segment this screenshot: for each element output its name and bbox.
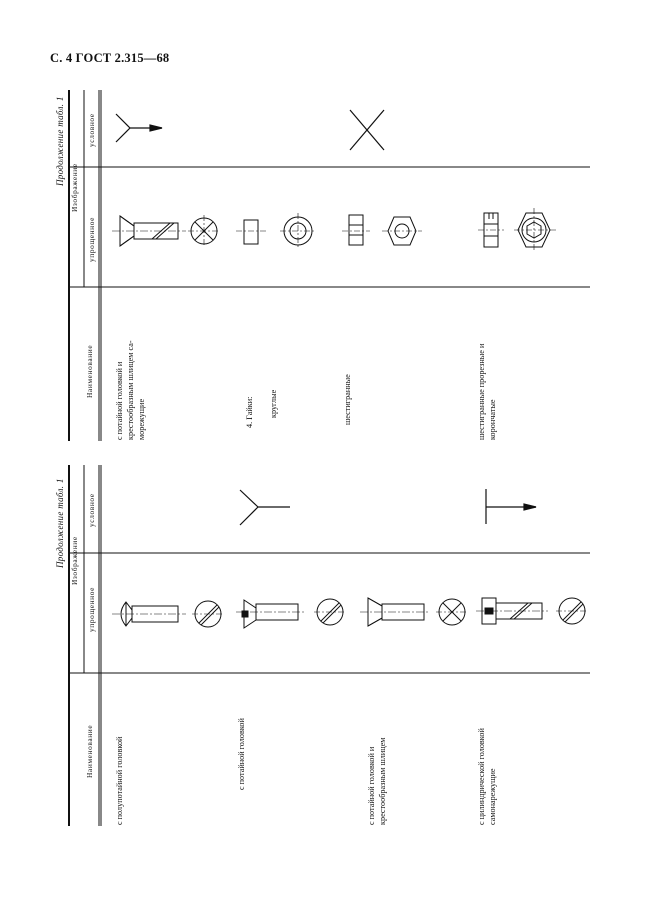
lower-table-caption: Продолжение табл. 1 xyxy=(55,478,65,568)
lower-header-name: Наименование xyxy=(85,724,94,778)
lower-header-image: Изображение xyxy=(70,536,79,585)
lower-row-4-line-1: с цилиндрической головкой xyxy=(477,728,486,825)
simplified-cross-slot-head-view-2 xyxy=(436,599,468,625)
lower-header-simplified: упрощенное xyxy=(87,587,96,632)
simplified-cross-slot-head-view xyxy=(188,215,220,247)
upper-header-image: Изображение xyxy=(70,163,79,212)
simplified-raised-countersunk-screw xyxy=(112,602,186,626)
simplified-slot-head-view-2 xyxy=(314,599,346,625)
simplified-countersunk-cross-screw-2 xyxy=(360,598,430,626)
simplified-hex-nut-top xyxy=(382,217,422,245)
lower-row-1-line-1: с полупотайной головкой xyxy=(115,736,124,825)
upper-row-1-line-2: крестообразным шлицем са- xyxy=(126,340,135,440)
simplified-hex-nut-side xyxy=(342,215,370,245)
upper-row-4-line-1: шестигранные прорезные и xyxy=(477,343,486,440)
simplified-slotted-nut-side xyxy=(478,213,504,247)
lower-header-conventional: условное xyxy=(87,493,96,527)
upper-table-caption: Продолжение табл. 1 xyxy=(55,96,65,186)
upper-row-2-line-1: 4. Гайки: xyxy=(245,396,254,428)
simplified-slot-head-view-1 xyxy=(192,601,224,627)
page-header: С. 4 ГОСТ 2.315—68 xyxy=(50,51,170,65)
simplified-castle-nut-top xyxy=(514,208,556,252)
lower-row-2-line-1: с потайной головкой xyxy=(237,718,246,790)
upper-row-2-line-2: круглые xyxy=(269,389,278,418)
lower-row-3-line-2: крестообразным шлицем xyxy=(378,737,387,825)
upper-header-name: Наименование xyxy=(85,344,94,398)
lower-row-4-line-2: самонарежущие xyxy=(488,768,497,825)
simplified-cylinder-head-screw xyxy=(476,598,548,624)
conventional-symbol-screw-arrow xyxy=(116,114,162,142)
conventional-symbol-y xyxy=(240,490,290,525)
upper-row-4-line-2: корончатые xyxy=(488,399,497,440)
upper-row-1-line-1: с потайной головкой и xyxy=(115,361,124,440)
upper-header-conventional: условное xyxy=(87,113,96,147)
simplified-round-nut-side xyxy=(236,220,266,244)
conventional-symbol-t-arrow xyxy=(486,489,536,524)
simplified-slot-head-view-3 xyxy=(556,598,588,624)
simplified-countersunk-screw xyxy=(236,600,304,628)
lower-row-3-line-1: с потайной головкой и xyxy=(367,746,376,825)
simplified-countersunk-cross-screw xyxy=(112,216,186,246)
upper-row-3-line-1: шестигранные xyxy=(343,374,352,425)
conventional-symbol-nut-cross xyxy=(350,110,384,150)
simplified-round-nut-top xyxy=(280,213,316,249)
upper-header-simplified: упрощенное xyxy=(87,217,96,262)
upper-row-1-line-3: морежущие xyxy=(137,398,146,440)
